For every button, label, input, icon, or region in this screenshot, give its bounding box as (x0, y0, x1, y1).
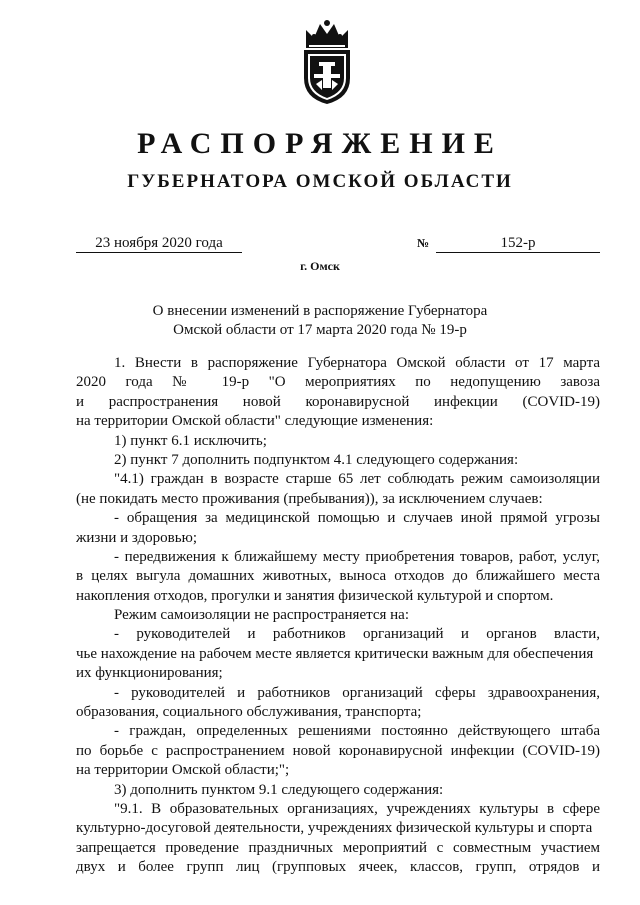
body-line: жизни и здоровью; (76, 529, 197, 546)
body-line: - граждан, определенных решениями постоянно действующего штаба (114, 723, 600, 740)
body-line: образования, социального обслуживания, транспорта; (76, 704, 422, 721)
document-body (76, 354, 600, 878)
body-line: на территории Омской области;"; (76, 762, 290, 779)
body-line: - руководителей и работников организаций и органов власти, (114, 626, 600, 643)
body-line: - обращения за медицинской помощью и случаев иной прямой угрозы (114, 510, 600, 527)
body-line: двух и более групп лиц (групповых ячеек, классов, групп, отрядов и (76, 859, 600, 876)
document-number: 152-р (436, 234, 600, 253)
omsk-coat-of-arms-icon (300, 18, 354, 106)
body-line: по борьбе с распространением новой коронавирусной инфекции (COVID-19) (76, 742, 600, 759)
body-line: накопления отходов, прогулки и занятия физической культурой и спортом. (76, 587, 554, 604)
heading-line: О внесении изменений в распоряжение Губернатора (152, 303, 488, 319)
body-line: чье нахождение на рабочем месте является критически важным для обеспечения (76, 645, 594, 662)
body-line: 1. Внести в распоряжение Губернатора Омской области от 17 марта (114, 355, 600, 371)
body-line: и распространения новой коронавирусной инфекции (COVID-19) (76, 393, 600, 410)
body-line: на территории Омской области" следующие изменения: (76, 413, 434, 430)
document-heading (120, 302, 520, 340)
body-line: - руководителей и работников организаций сферы здравоохранения, (114, 684, 600, 701)
body-line: запрещается проведение праздничных мероприятий с совместным участием (76, 839, 600, 856)
body-line: "4.1) граждан в возрасте старше 65 лет соблюдать режим самоизоляции (114, 471, 600, 488)
body-line: "9.1. В образовательных организациях, учреждениях культуры в сфере (114, 800, 600, 817)
document-title: РАСПОРЯЖЕНИЕ (137, 127, 503, 160)
document-city: г. Омск (300, 259, 340, 273)
body-line: Режим самоизоляции не распространяется на: (114, 607, 409, 624)
document-subtitle: ГУБЕРНАТОРА ОМСКОЙ ОБЛАСТИ (127, 171, 513, 192)
number-sign: № (417, 236, 430, 250)
body-line: культурно-досуговой деятельности, учреждениях физической культуры и спорта (76, 820, 593, 837)
heading-line: Омской области от 17 марта 2020 года № 19-р (173, 322, 467, 338)
document-date: 23 ноября 2020 года (76, 234, 242, 253)
body-line: 2020 года № 19-р "О мероприятиях по недопущению завоза (76, 374, 600, 391)
body-line: в целях выгула домашних животных, выноса отходов до ближайшего места (76, 568, 600, 585)
body-line: их функционирования; (76, 665, 223, 682)
body-line: 1) пункт 6.1 исключить; (114, 432, 267, 449)
body-line: - передвижения к ближайшему месту приобретения товаров, работ, услуг, (114, 548, 600, 565)
body-line: (не покидать место проживания (пребывания)), за исключением случаев: (76, 490, 543, 507)
body-line: 3) дополнить пунктом 9.1 следующего содержания: (114, 781, 444, 798)
body-line: 2) пункт 7 дополнить подпунктом 4.1 следующего содержания: (114, 451, 519, 468)
